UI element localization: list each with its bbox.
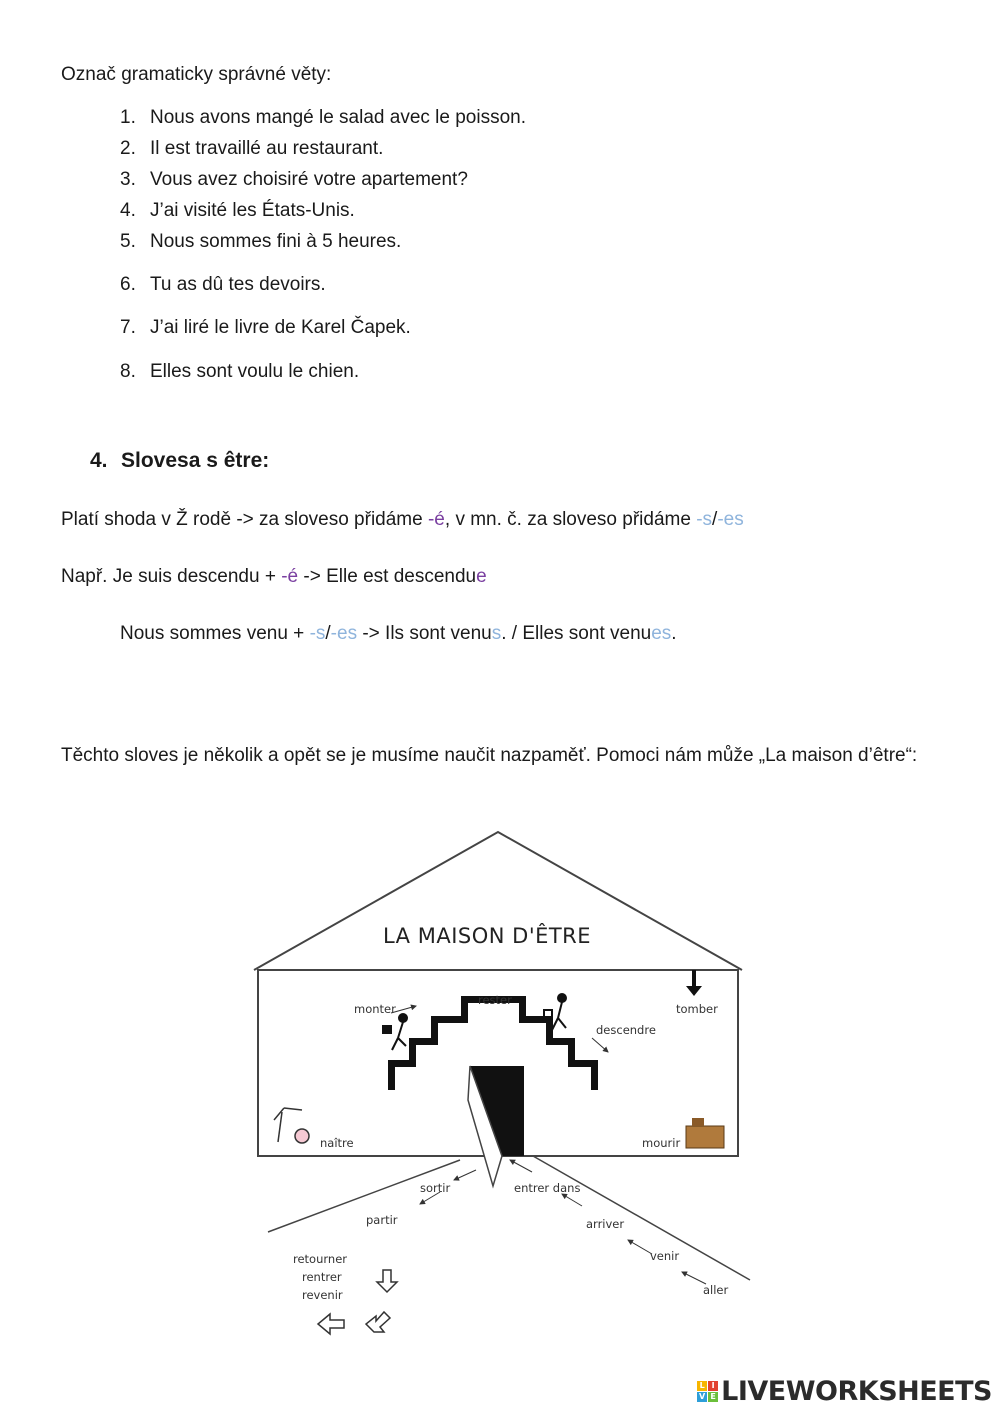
label-tomber: tomber (676, 1002, 718, 1016)
label-retourner: retourner (293, 1252, 348, 1266)
death-coffin-icon (686, 1118, 724, 1148)
list-item[interactable] (120, 230, 401, 254)
turn-right-arrow-icon (366, 1312, 390, 1332)
turn-left-arrow-icon (318, 1314, 344, 1334)
sentence-text: Nous avons mangé le salad avec le poisson. (150, 107, 527, 128)
plural-ending-es: -es (330, 623, 358, 644)
list-number: 1. (120, 107, 136, 128)
list-item[interactable] (120, 273, 326, 297)
logo-wordmark: LIVEWORKSHEETS (721, 1376, 992, 1407)
section-number: 4. (90, 449, 108, 472)
maison-detre-diagram (240, 820, 760, 1360)
example-text: Např. Je suis descendu + (61, 566, 282, 587)
label-aller: aller (703, 1283, 729, 1297)
slash: / (325, 623, 331, 644)
rule-text: , v mn. č. za sloveso přidáme (444, 509, 697, 530)
tomber-arrow-icon (686, 970, 702, 996)
example-text: . / Elles sont venu (501, 623, 652, 644)
section-heading (90, 448, 269, 474)
feminine-suffix: e (476, 566, 487, 587)
house-roof (254, 832, 742, 970)
list-item[interactable] (120, 360, 359, 384)
label-mourir: mourir (642, 1136, 681, 1150)
path-line (268, 1160, 460, 1232)
plural-ending-s: -s (696, 509, 713, 530)
path-line (533, 1156, 750, 1280)
label-monter: monter (354, 1002, 396, 1016)
label-rentrer: rentrer (302, 1270, 342, 1284)
list-number: 2. (120, 138, 136, 159)
example-text: . (671, 623, 677, 644)
logo-letter: L (697, 1381, 707, 1391)
label-descendre: descendre (596, 1023, 656, 1037)
list-item[interactable] (120, 199, 355, 223)
label-partir: partir (366, 1213, 398, 1227)
sentence-text: Elles sont voulu le chien. (150, 361, 360, 382)
label-revenir: revenir (302, 1288, 343, 1302)
list-number: 6. (120, 274, 136, 295)
example-text: -> Ils sont venu (357, 623, 492, 644)
intro-paragraph: Těchto sloves je několik a opět se je musíme naučit nazpaměť. Pomoci nám může „La maison d’être“: (61, 745, 918, 766)
logo-letter: E (708, 1392, 718, 1402)
section-title: Slovesa s être: (121, 449, 270, 472)
list-number: 8. (120, 361, 136, 382)
list-item[interactable] (120, 137, 383, 161)
example-text: Nous sommes venu + (120, 623, 310, 644)
list-item[interactable] (120, 316, 411, 340)
list-number: 5. (120, 231, 136, 252)
slash: / (712, 509, 718, 530)
label-venir: venir (650, 1249, 680, 1263)
rule-text: Platí shoda v Ž rodě -> za sloveso přidáme (61, 509, 428, 530)
plural-suffix-s: s (491, 623, 502, 644)
label-naitre: naître (320, 1136, 354, 1150)
sentence-text: Nous sommes fini à 5 heures. (150, 231, 402, 252)
plural-suffix-es: es (651, 623, 672, 644)
label-arriver: arriver (586, 1217, 625, 1231)
diagram-title: LA MAISON D'ÊTRE (383, 924, 592, 948)
climbing-man-icon (383, 1014, 407, 1050)
list-item[interactable] (120, 106, 526, 130)
label-rester: rester (478, 993, 512, 1007)
plural-ending-es: -es (717, 509, 744, 530)
list-item[interactable] (120, 168, 468, 192)
sentence-text: J’ai visité les États-Unis. (150, 200, 355, 221)
list-number: 7. (120, 317, 136, 338)
label-entrer: entrer dans (514, 1181, 581, 1195)
logo-letter: V (699, 1392, 706, 1401)
sentence-text: J’ai liré le livre de Karel Čapek. (150, 317, 411, 338)
sentence-text: Vous avez choisiré votre apartement? (150, 169, 468, 190)
label-sortir: sortir (420, 1181, 451, 1195)
example-text: -> Elle est descendu (298, 566, 477, 587)
sentence-text: Il est travaillé au restaurant. (150, 138, 384, 159)
down-arrow-icon (377, 1270, 397, 1292)
feminine-ending: -é (281, 566, 299, 587)
feminine-ending: -é (427, 509, 445, 530)
sentence-text: Tu as dû tes devoirs. (150, 274, 326, 295)
liveworksheets-logo[interactable] (697, 1376, 992, 1407)
agreement-rule (61, 508, 744, 532)
list-number: 4. (120, 200, 136, 221)
list-number: 3. (120, 169, 136, 190)
logo-letter: I (708, 1381, 718, 1391)
logo-mark-icon (697, 1381, 718, 1402)
example-feminine (61, 565, 487, 589)
birth-stork-icon (274, 1108, 309, 1143)
example-plural (120, 622, 677, 646)
plural-ending-s: -s (309, 623, 326, 644)
exercise-instruction: Označ gramaticky správné věty: (61, 64, 332, 85)
